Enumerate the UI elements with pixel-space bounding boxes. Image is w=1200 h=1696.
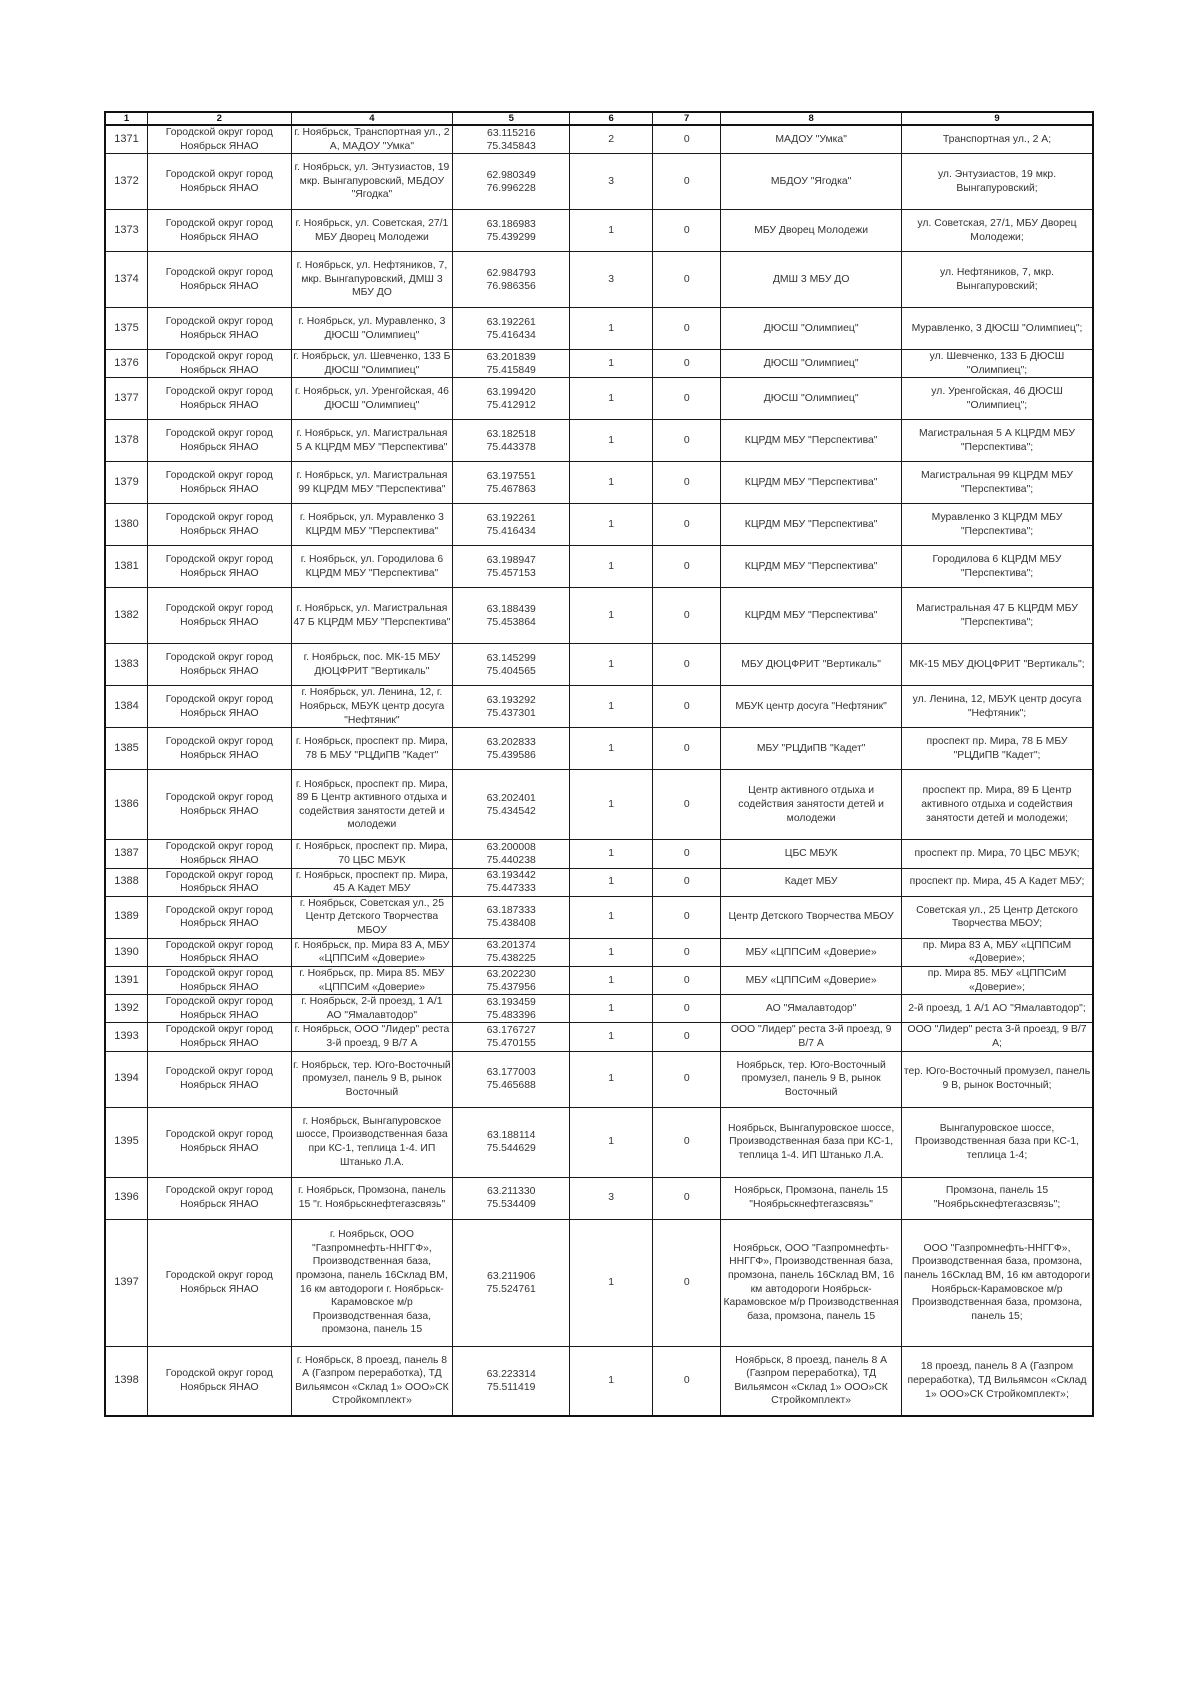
district-cell: Городской округ город Ноябрьск ЯНАО (148, 840, 292, 868)
column-7-cell: 0 (653, 868, 721, 896)
location-cell: пр. Мира 85. МБУ «ЦППСиМ «Доверие»; (902, 966, 1093, 994)
district-cell: Городской округ город Ноябрьск ЯНАО (148, 868, 292, 896)
column-6-cell: 1 (570, 840, 653, 868)
row-number-cell: 1382 (105, 588, 148, 644)
district-cell: Городской округ город Ноябрьск ЯНАО (148, 210, 292, 252)
column-6-cell: 1 (570, 546, 653, 588)
address-cell: г. Ноябрьск, ул. Энтузиастов, 19 мкр. Вынгапуровский, МБДОУ "Ягодка" (291, 154, 453, 210)
district-cell: Городской округ город Ноябрьск ЯНАО (148, 1177, 292, 1219)
district-cell: Городской округ город Ноябрьск ЯНАО (148, 350, 292, 378)
district-cell: Городской округ город Ноябрьск ЯНАО (148, 462, 292, 504)
coordinates-cell: 63.188439 75.453864 (453, 588, 570, 644)
row-number-cell: 1397 (105, 1219, 148, 1346)
district-cell: Городской округ город Ноябрьск ЯНАО (148, 252, 292, 308)
column-6-cell: 1 (570, 378, 653, 420)
row-number-cell: 1384 (105, 686, 148, 728)
district-cell: Городской округ город Ноябрьск ЯНАО (148, 308, 292, 350)
column-6-cell: 3 (570, 252, 653, 308)
object-name-cell: Ноябрьск, тер. Юго-Восточный промузел, панель 9 В, рынок Восточный (721, 1051, 902, 1107)
column-7-cell: 0 (653, 1346, 721, 1416)
district-cell: Городской округ город Ноябрьск ЯНАО (148, 686, 292, 728)
coordinates-cell: 63.199420 75.412912 (453, 378, 570, 420)
column-header: 2 (148, 112, 292, 125)
district-cell: Городской округ город Ноябрьск ЯНАО (148, 588, 292, 644)
coordinates-cell: 63.198947 75.457153 (453, 546, 570, 588)
column-header: 5 (453, 112, 570, 125)
row-number-cell: 1383 (105, 644, 148, 686)
column-6-cell: 1 (570, 938, 653, 966)
column-7-cell: 0 (653, 308, 721, 350)
row-number-cell: 1387 (105, 840, 148, 868)
column-header: 1 (105, 112, 148, 125)
table-row (105, 1177, 1093, 1219)
address-cell: г. Ноябрьск, ул. Муравленко 3 КЦРДМ МБУ "Перспектива" (291, 504, 453, 546)
column-7-cell: 0 (653, 995, 721, 1023)
table-row (105, 1219, 1093, 1346)
location-cell: Советская ул., 25 Центр Детского Творчества МБОУ; (902, 896, 1093, 938)
location-cell: Муравленко 3 КЦРДМ МБУ "Перспектива"; (902, 504, 1093, 546)
coordinates-cell: 63.192261 75.416434 (453, 504, 570, 546)
object-name-cell: ДЮСШ "Олимпиец" (721, 378, 902, 420)
column-header: 8 (721, 112, 902, 125)
column-6-cell: 3 (570, 1177, 653, 1219)
column-7-cell: 0 (653, 644, 721, 686)
location-cell: тер. Юго-Восточный промузел, панель 9 В, рынок Восточный; (902, 1051, 1093, 1107)
district-cell: Городской округ город Ноябрьск ЯНАО (148, 1023, 292, 1051)
column-7-cell: 0 (653, 504, 721, 546)
district-cell: Городской округ город Ноябрьск ЯНАО (148, 378, 292, 420)
column-6-cell: 1 (570, 588, 653, 644)
table-row (105, 938, 1093, 966)
row-number-cell: 1374 (105, 252, 148, 308)
district-cell: Городской округ город Ноябрьск ЯНАО (148, 154, 292, 210)
coordinates-cell: 63.182518 75.443378 (453, 420, 570, 462)
column-7-cell: 0 (653, 1177, 721, 1219)
column-7-cell: 0 (653, 462, 721, 504)
table-row (105, 644, 1093, 686)
address-cell: г. Ноябрьск, ул. Муравленко, 3 ДЮСШ "Олимпиец" (291, 308, 453, 350)
coordinates-cell: 63.211330 75.534409 (453, 1177, 570, 1219)
column-6-cell: 2 (570, 125, 653, 154)
coordinates-cell: 63.193292 75.437301 (453, 686, 570, 728)
coordinates-cell: 63.211906 75.524761 (453, 1219, 570, 1346)
coordinates-cell: 63.197551 75.467863 (453, 462, 570, 504)
column-7-cell: 0 (653, 378, 721, 420)
object-name-cell: КЦРДМ МБУ "Перспектива" (721, 420, 902, 462)
address-cell: г. Ноябрьск, проспект пр. Мира, 78 Б МБУ "РЦДиПВ "Кадет" (291, 728, 453, 770)
address-cell: г. Ноябрьск, 8 проезд, панель 8 А (Газпром переработка), ТД Вильямсон «Склад 1» ООО»СК Стройкомплект» (291, 1346, 453, 1416)
column-6-cell: 1 (570, 868, 653, 896)
row-number-cell: 1393 (105, 1023, 148, 1051)
district-cell: Городской округ город Ноябрьск ЯНАО (148, 995, 292, 1023)
address-cell: г. Ноябрьск, 2-й проезд, 1 А/1 АО "Ямалавтодор" (291, 995, 453, 1023)
coordinates-cell: 63.115216 75.345843 (453, 125, 570, 154)
district-cell: Городской округ город Ноябрьск ЯНАО (148, 1219, 292, 1346)
coordinates-cell: 63.193459 75.483396 (453, 995, 570, 1023)
address-cell: г. Ноябрьск, ул. Уренгойская, 46 ДЮСШ "Олимпиец" (291, 378, 453, 420)
location-cell: Вынгапуровское шоссе, Производственная база при КС-1, теплица 1-4; (902, 1107, 1093, 1177)
column-7-cell: 0 (653, 350, 721, 378)
district-cell: Городской округ город Ноябрьск ЯНАО (148, 896, 292, 938)
district-cell: Городской округ город Ноябрьск ЯНАО (148, 644, 292, 686)
coordinates-cell: 63.145299 75.404565 (453, 644, 570, 686)
row-number-cell: 1386 (105, 770, 148, 840)
district-cell: Городской округ город Ноябрьск ЯНАО (148, 938, 292, 966)
column-header: 6 (570, 112, 653, 125)
location-cell: ул. Шевченко, 133 Б ДЮСШ "Олимпиец"; (902, 350, 1093, 378)
column-7-cell: 0 (653, 1107, 721, 1177)
location-cell: Магистральная 47 Б КЦРДМ МБУ "Перспектива"; (902, 588, 1093, 644)
table-row (105, 1023, 1093, 1051)
table-row (105, 966, 1093, 994)
object-name-cell: Ноябрьск, ООО "Газпромнефть-ННГГФ», Производственная база, промзона, панель 16Склад ВМ, 16 км автодороги Ноябрьск-Карамовское м/р Производственная база, промзона, панель 15 (721, 1219, 902, 1346)
location-cell: ООО "Лидер" реста 3-й проезд, 9 В/7 А; (902, 1023, 1093, 1051)
table-row (105, 350, 1093, 378)
column-6-cell: 1 (570, 420, 653, 462)
address-cell: г. Ноябрьск, проспект пр. Мира, 70 ЦБС МБУК (291, 840, 453, 868)
row-number-cell: 1385 (105, 728, 148, 770)
column-7-cell: 0 (653, 154, 721, 210)
table-row (105, 995, 1093, 1023)
address-cell: г. Ноябрьск, ул. Советская, 27/1 МБУ Дворец Молодежи (291, 210, 453, 252)
column-6-cell: 1 (570, 462, 653, 504)
location-cell: ул. Ленина, 12, МБУК центр досуга "Нефтяник"; (902, 686, 1093, 728)
row-number-cell: 1376 (105, 350, 148, 378)
object-name-cell: МБУ «ЦППСиМ «Доверие» (721, 938, 902, 966)
column-6-cell: 1 (570, 644, 653, 686)
coordinates-cell: 63.202401 75.434542 (453, 770, 570, 840)
object-name-cell: МБДОУ "Ягодка" (721, 154, 902, 210)
column-6-cell: 1 (570, 350, 653, 378)
row-number-cell: 1373 (105, 210, 148, 252)
object-name-cell: МБУ «ЦППСиМ «Доверие» (721, 966, 902, 994)
table-row (105, 420, 1093, 462)
address-cell: г. Ноябрьск, ул. Ленина, 12, г. Ноябрьск, МБУК центр досуга "Нефтяник" (291, 686, 453, 728)
table-row (105, 1107, 1093, 1177)
coordinates-cell: 63.202230 75.437956 (453, 966, 570, 994)
document-page (104, 111, 1094, 1417)
object-name-cell: Ноябрьск, 8 проезд, панель 8 А (Газпром переработка), ТД Вильямсон «Склад 1» ООО»СК Стройкомплект» (721, 1346, 902, 1416)
district-cell: Городской округ город Ноябрьск ЯНАО (148, 966, 292, 994)
column-7-cell: 0 (653, 588, 721, 644)
table-body (105, 125, 1093, 1416)
coordinates-cell: 63.188114 75.544629 (453, 1107, 570, 1177)
row-number-cell: 1392 (105, 995, 148, 1023)
object-name-cell: КЦРДМ МБУ "Перспектива" (721, 588, 902, 644)
column-7-cell: 0 (653, 420, 721, 462)
address-cell: г. Ноябрьск, пр. Мира 85. МБУ «ЦППСиМ «Доверие» (291, 966, 453, 994)
location-cell: Промзона, панель 15 "Ноябрьскнефтегазсвязь"; (902, 1177, 1093, 1219)
address-cell: г. Ноябрьск, ул. Шевченко, 133 Б ДЮСШ "Олимпиец" (291, 350, 453, 378)
header-row (105, 112, 1093, 125)
table-row (105, 308, 1093, 350)
address-cell: г. Ноябрьск, проспект пр. Мира, 89 Б Центр активного отдыха и содействия занятости детей и молодежи (291, 770, 453, 840)
row-number-cell: 1388 (105, 868, 148, 896)
table-row (105, 770, 1093, 840)
location-cell: 2-й проезд, 1 А/1 АО "Ямалавтодор"; (902, 995, 1093, 1023)
address-cell: г. Ноябрьск, Промзона, панель 15 "г. Ноябрьскнефтегазсвязь" (291, 1177, 453, 1219)
coordinates-cell: 63.187333 75.438408 (453, 896, 570, 938)
column-7-cell: 0 (653, 1051, 721, 1107)
address-cell: г. Ноябрьск, пос. МК-15 МБУ ДЮЦФРИТ "Вертикаль" (291, 644, 453, 686)
object-name-cell: ДЮСШ "Олимпиец" (721, 308, 902, 350)
column-6-cell: 1 (570, 1346, 653, 1416)
table-row (105, 686, 1093, 728)
location-cell: МК-15 МБУ ДЮЦФРИТ "Вертикаль"; (902, 644, 1093, 686)
row-number-cell: 1398 (105, 1346, 148, 1416)
district-cell: Городской округ город Ноябрьск ЯНАО (148, 1107, 292, 1177)
table-row (105, 728, 1093, 770)
coordinates-cell: 63.176727 75.470155 (453, 1023, 570, 1051)
table-row (105, 504, 1093, 546)
object-name-cell: ЦБС МБУК (721, 840, 902, 868)
coordinates-cell: 63.201839 75.415849 (453, 350, 570, 378)
row-number-cell: 1378 (105, 420, 148, 462)
column-7-cell: 0 (653, 770, 721, 840)
table-row (105, 252, 1093, 308)
column-7-cell: 0 (653, 896, 721, 938)
address-cell: г. Ноябрьск, Транспортная ул., 2 А, МАДОУ "Умка" (291, 125, 453, 154)
table-row (105, 462, 1093, 504)
object-name-cell: Центр активного отдыха и содействия занятости детей и молодежи (721, 770, 902, 840)
object-name-cell: ДЮСШ "Олимпиец" (721, 350, 902, 378)
column-6-cell: 1 (570, 770, 653, 840)
table-row (105, 1051, 1093, 1107)
location-cell: ул. Энтузиастов, 19 мкр. Вынгапуровский; (902, 154, 1093, 210)
column-header: 7 (653, 112, 721, 125)
row-number-cell: 1380 (105, 504, 148, 546)
address-cell: г. Ноябрьск, ул. Магистральная 47 Б КЦРДМ МБУ "Перспектива" (291, 588, 453, 644)
location-cell: ул. Уренгойская, 46 ДЮСШ "Олимпиец"; (902, 378, 1093, 420)
location-cell: Транспортная ул., 2 А; (902, 125, 1093, 154)
location-cell: Магистральная 99 КЦРДМ МБУ "Перспектива"; (902, 462, 1093, 504)
column-6-cell: 1 (570, 1023, 653, 1051)
object-name-cell: КЦРДМ МБУ "Перспектива" (721, 504, 902, 546)
row-number-cell: 1371 (105, 125, 148, 154)
object-name-cell: МБУ "РЦДиПВ "Кадет" (721, 728, 902, 770)
table-row (105, 125, 1093, 154)
object-name-cell: Ноябрьск, Промзона, панель 15 "Ноябрьскнефтегазсвязь" (721, 1177, 902, 1219)
row-number-cell: 1375 (105, 308, 148, 350)
row-number-cell: 1396 (105, 1177, 148, 1219)
column-6-cell: 1 (570, 504, 653, 546)
object-name-cell: Ноябрьск, Вынгапуровское шоссе, Производственная база при КС-1, теплица 1-4. ИП Штанько Л.А. (721, 1107, 902, 1177)
coordinates-cell: 63.186983 75.439299 (453, 210, 570, 252)
coordinates-cell: 63.201374 75.438225 (453, 938, 570, 966)
column-header: 4 (291, 112, 453, 125)
row-number-cell: 1381 (105, 546, 148, 588)
column-6-cell: 1 (570, 686, 653, 728)
column-6-cell: 1 (570, 896, 653, 938)
location-cell: проспект пр. Мира, 89 Б Центр активного отдыха и содействия занятости детей и молодежи; (902, 770, 1093, 840)
column-6-cell: 1 (570, 1107, 653, 1177)
row-number-cell: 1379 (105, 462, 148, 504)
coordinates-cell: 63.202833 75.439586 (453, 728, 570, 770)
table-row (105, 588, 1093, 644)
address-cell: г. Ноябрьск, проспект пр. Мира, 45 А Кадет МБУ (291, 868, 453, 896)
object-name-cell: МБУК центр досуга "Нефтяник" (721, 686, 902, 728)
object-name-cell: МБУ ДЮЦФРИТ "Вертикаль" (721, 644, 902, 686)
address-cell: г. Ноябрьск, ул. Магистральная 99 КЦРДМ МБУ "Перспектива" (291, 462, 453, 504)
location-cell: ул. Советская, 27/1, МБУ Дворец Молодежи; (902, 210, 1093, 252)
column-7-cell: 0 (653, 686, 721, 728)
column-6-cell: 1 (570, 995, 653, 1023)
address-cell: г. Ноябрьск, Советская ул., 25 Центр Детского Творчества МБОУ (291, 896, 453, 938)
table-row (105, 1346, 1093, 1416)
district-cell: Городской округ город Ноябрьск ЯНАО (148, 1346, 292, 1416)
district-cell: Городской округ город Ноябрьск ЯНАО (148, 728, 292, 770)
column-7-cell: 0 (653, 125, 721, 154)
column-6-cell: 1 (570, 210, 653, 252)
table-row (105, 896, 1093, 938)
coordinates-cell: 63.200008 75.440238 (453, 840, 570, 868)
table-row (105, 154, 1093, 210)
row-number-cell: 1377 (105, 378, 148, 420)
district-cell: Городской округ город Ноябрьск ЯНАО (148, 770, 292, 840)
row-number-cell: 1390 (105, 938, 148, 966)
location-cell: Муравленко, 3 ДЮСШ "Олимпиец"; (902, 308, 1093, 350)
district-cell: Городской округ город Ноябрьск ЯНАО (148, 546, 292, 588)
coordinates-cell: 62.984793 76.986356 (453, 252, 570, 308)
location-cell: 18 проезд, панель 8 А (Газпром переработка), ТД Вильямсон «Склад 1» ООО»СК Стройкомплект»; (902, 1346, 1093, 1416)
district-cell: Городской округ город Ноябрьск ЯНАО (148, 504, 292, 546)
address-cell: г. Ноябрьск, ул. Городилова 6 КЦРДМ МБУ "Перспектива" (291, 546, 453, 588)
address-cell: г. Ноябрьск, пр. Мира 83 А, МБУ «ЦППСиМ «Доверие» (291, 938, 453, 966)
column-7-cell: 0 (653, 728, 721, 770)
district-cell: Городской округ город Ноябрьск ЯНАО (148, 1051, 292, 1107)
location-cell: проспект пр. Мира, 70 ЦБС МБУК; (902, 840, 1093, 868)
address-cell: г. Ноябрьск, Вынгапуровское шоссе, Производственная база при КС-1, теплица 1-4. ИП Штанько Л.А. (291, 1107, 453, 1177)
object-name-cell: Центр Детского Творчества МБОУ (721, 896, 902, 938)
column-7-cell: 0 (653, 938, 721, 966)
column-6-cell: 1 (570, 1051, 653, 1107)
object-name-cell: ДМШ 3 МБУ ДО (721, 252, 902, 308)
address-cell: г. Ноябрьск, ул. Магистральная 5 А КЦРДМ МБУ "Перспектива" (291, 420, 453, 462)
table-row (105, 378, 1093, 420)
location-cell: пр. Мира 83 А, МБУ «ЦППСиМ «Доверие»; (902, 938, 1093, 966)
table-row (105, 840, 1093, 868)
row-number-cell: 1391 (105, 966, 148, 994)
location-cell: проспект пр. Мира, 78 Б МБУ "РЦДиПВ "Кадет"; (902, 728, 1093, 770)
row-number-cell: 1394 (105, 1051, 148, 1107)
address-cell: г. Ноябрьск, ул. Нефтяников, 7, мкр. Вынгапуровский, ДМШ 3 МБУ ДО (291, 252, 453, 308)
data-table (104, 111, 1094, 1417)
table-row (105, 868, 1093, 896)
row-number-cell: 1389 (105, 896, 148, 938)
coordinates-cell: 63.177003 75.465688 (453, 1051, 570, 1107)
column-header: 9 (902, 112, 1093, 125)
location-cell: ООО "Газпромнефть-ННГГФ», Производственная база, промзона, панель 16Склад ВМ, 16 км автодороги Ноябрьск-Карамовское м/р Производственная база, промзона, панель 15; (902, 1219, 1093, 1346)
coordinates-cell: 63.193442 75.447333 (453, 868, 570, 896)
object-name-cell: Кадет МБУ (721, 868, 902, 896)
location-cell: Городилова 6 КЦРДМ МБУ "Перспектива"; (902, 546, 1093, 588)
address-cell: г. Ноябрьск, ООО "Газпромнефть-ННГГФ», Производственная база, промзона, панель 16Склад ВМ, 16 км автодороги г. Ноябрьск-Карамовское м/р Производственная база, промзона, панель 15 (291, 1219, 453, 1346)
object-name-cell: МАДОУ "Умка" (721, 125, 902, 154)
location-cell: ул. Нефтяников, 7, мкр. Вынгапуровский; (902, 252, 1093, 308)
object-name-cell: КЦРДМ МБУ "Перспектива" (721, 462, 902, 504)
column-6-cell: 1 (570, 728, 653, 770)
coordinates-cell: 62.980349 76.996228 (453, 154, 570, 210)
object-name-cell: КЦРДМ МБУ "Перспектива" (721, 546, 902, 588)
column-6-cell: 1 (570, 308, 653, 350)
column-7-cell: 0 (653, 252, 721, 308)
column-7-cell: 0 (653, 210, 721, 252)
district-cell: Городской округ город Ноябрьск ЯНАО (148, 420, 292, 462)
row-number-cell: 1395 (105, 1107, 148, 1177)
object-name-cell: ООО "Лидер" реста 3-й проезд, 9 В/7 А (721, 1023, 902, 1051)
row-number-cell: 1372 (105, 154, 148, 210)
table-row (105, 546, 1093, 588)
column-7-cell: 0 (653, 546, 721, 588)
object-name-cell: АО "Ямалавтодор" (721, 995, 902, 1023)
coordinates-cell: 63.223314 75.511419 (453, 1346, 570, 1416)
column-6-cell: 1 (570, 1219, 653, 1346)
column-7-cell: 0 (653, 840, 721, 868)
column-6-cell: 3 (570, 154, 653, 210)
column-7-cell: 0 (653, 1023, 721, 1051)
district-cell: Городской округ город Ноябрьск ЯНАО (148, 125, 292, 154)
column-6-cell: 1 (570, 966, 653, 994)
object-name-cell: МБУ Дворец Молодежи (721, 210, 902, 252)
address-cell: г. Ноябрьск, тер. Юго-Восточный промузел, панель 9 В, рынок Восточный (291, 1051, 453, 1107)
location-cell: Магистральная 5 А КЦРДМ МБУ "Перспектива"; (902, 420, 1093, 462)
table-row (105, 210, 1093, 252)
coordinates-cell: 63.192261 75.416434 (453, 308, 570, 350)
column-7-cell: 0 (653, 966, 721, 994)
column-7-cell: 0 (653, 1219, 721, 1346)
location-cell: проспект пр. Мира, 45 А Кадет МБУ; (902, 868, 1093, 896)
address-cell: г. Ноябрьск, ООО "Лидер" реста 3-й проезд, 9 В/7 А (291, 1023, 453, 1051)
